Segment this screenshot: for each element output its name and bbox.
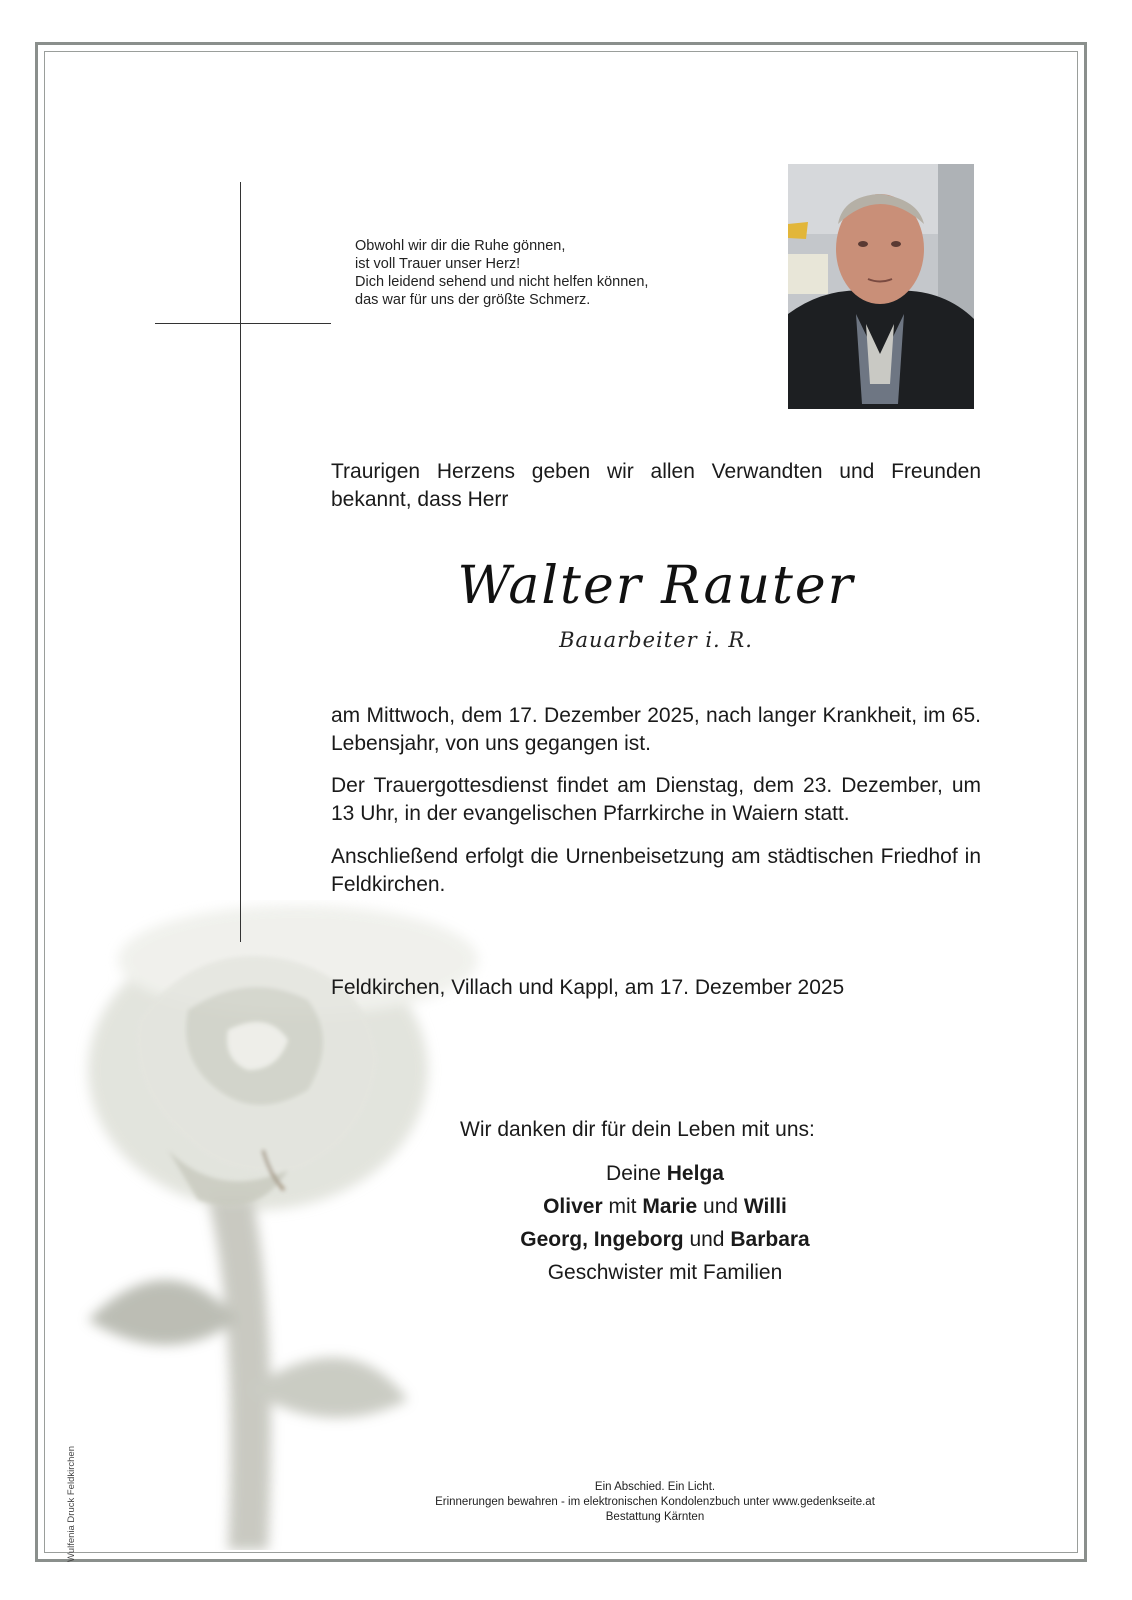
poem xyxy=(355,237,775,309)
cross-vertical xyxy=(240,182,241,942)
mourner-line: Geschwister mit Familien xyxy=(547,1261,783,1284)
portrait-photo xyxy=(788,164,974,409)
mourner-name: Oliver xyxy=(543,1195,603,1218)
footer-line: Bestattung Kärnten xyxy=(605,1511,705,1523)
poem-line: Obwohl wir dir die Ruhe gönnen, xyxy=(355,238,566,254)
thanks-line: Wir danken dir für dein Leben mit uns: xyxy=(460,1118,815,1141)
mourner-name: Helga xyxy=(666,1162,724,1185)
mourner-name: Marie xyxy=(642,1195,698,1218)
mourner-text: mit xyxy=(608,1195,637,1218)
mourner-line xyxy=(430,1190,900,1223)
mourner-name: Willi xyxy=(743,1195,787,1218)
mourner-line xyxy=(430,1223,900,1256)
death-notice-paragraph: am Mittwoch, dem 17. Dezember 2025, nach langer Krankheit, im 65. Lebensjahr, von uns gegangen ist. xyxy=(331,704,981,755)
footer-line: Erinnerungen bewahren - im elektronischen Kondolenzbuch unter www.gedenkseite.at xyxy=(435,1496,875,1508)
mourner-name: Georg, Ingeborg xyxy=(520,1228,684,1251)
footer-line: Ein Abschied. Ein Licht. xyxy=(594,1481,716,1493)
cross-horizontal xyxy=(155,323,331,324)
place-date: Feldkirchen, Villach und Kappl, am 17. Dezember 2025 xyxy=(331,976,845,999)
mourner-text: und xyxy=(703,1195,739,1218)
intro-text: Traurigen Herzens geben wir allen Verwandten und Freunden bekannt, dass Herr xyxy=(331,460,981,511)
printer-credit: Wulfenia Druck Feldkirchen xyxy=(66,1446,77,1562)
mourners-list xyxy=(430,1157,900,1289)
poem-line: Dich leidend sehend und nicht helfen können, xyxy=(355,274,649,290)
mourner-text: Deine xyxy=(606,1162,661,1185)
poem-line: das war für uns der größte Schmerz. xyxy=(355,292,591,308)
deceased-name: Walter Rauter xyxy=(457,556,855,616)
mourner-name: Barbara xyxy=(730,1228,810,1251)
poem-line: ist voll Trauer unser Herz! xyxy=(355,256,521,272)
mourner-line xyxy=(430,1157,900,1190)
footer xyxy=(330,1480,980,1525)
service-paragraph: Der Trauergottesdienst findet am Dienstag, dem 23. Dezember, um 13 Uhr, in der evangelischen Pfarrkirche in Waiern statt. xyxy=(331,774,981,825)
burial-paragraph: Anschließend erfolgt die Urnenbeisetzung am städtischen Friedhof in Feldkirchen. xyxy=(331,845,981,896)
occupation: Bauarbeiter i. R. xyxy=(559,628,753,652)
mourner-text: und xyxy=(689,1228,725,1251)
